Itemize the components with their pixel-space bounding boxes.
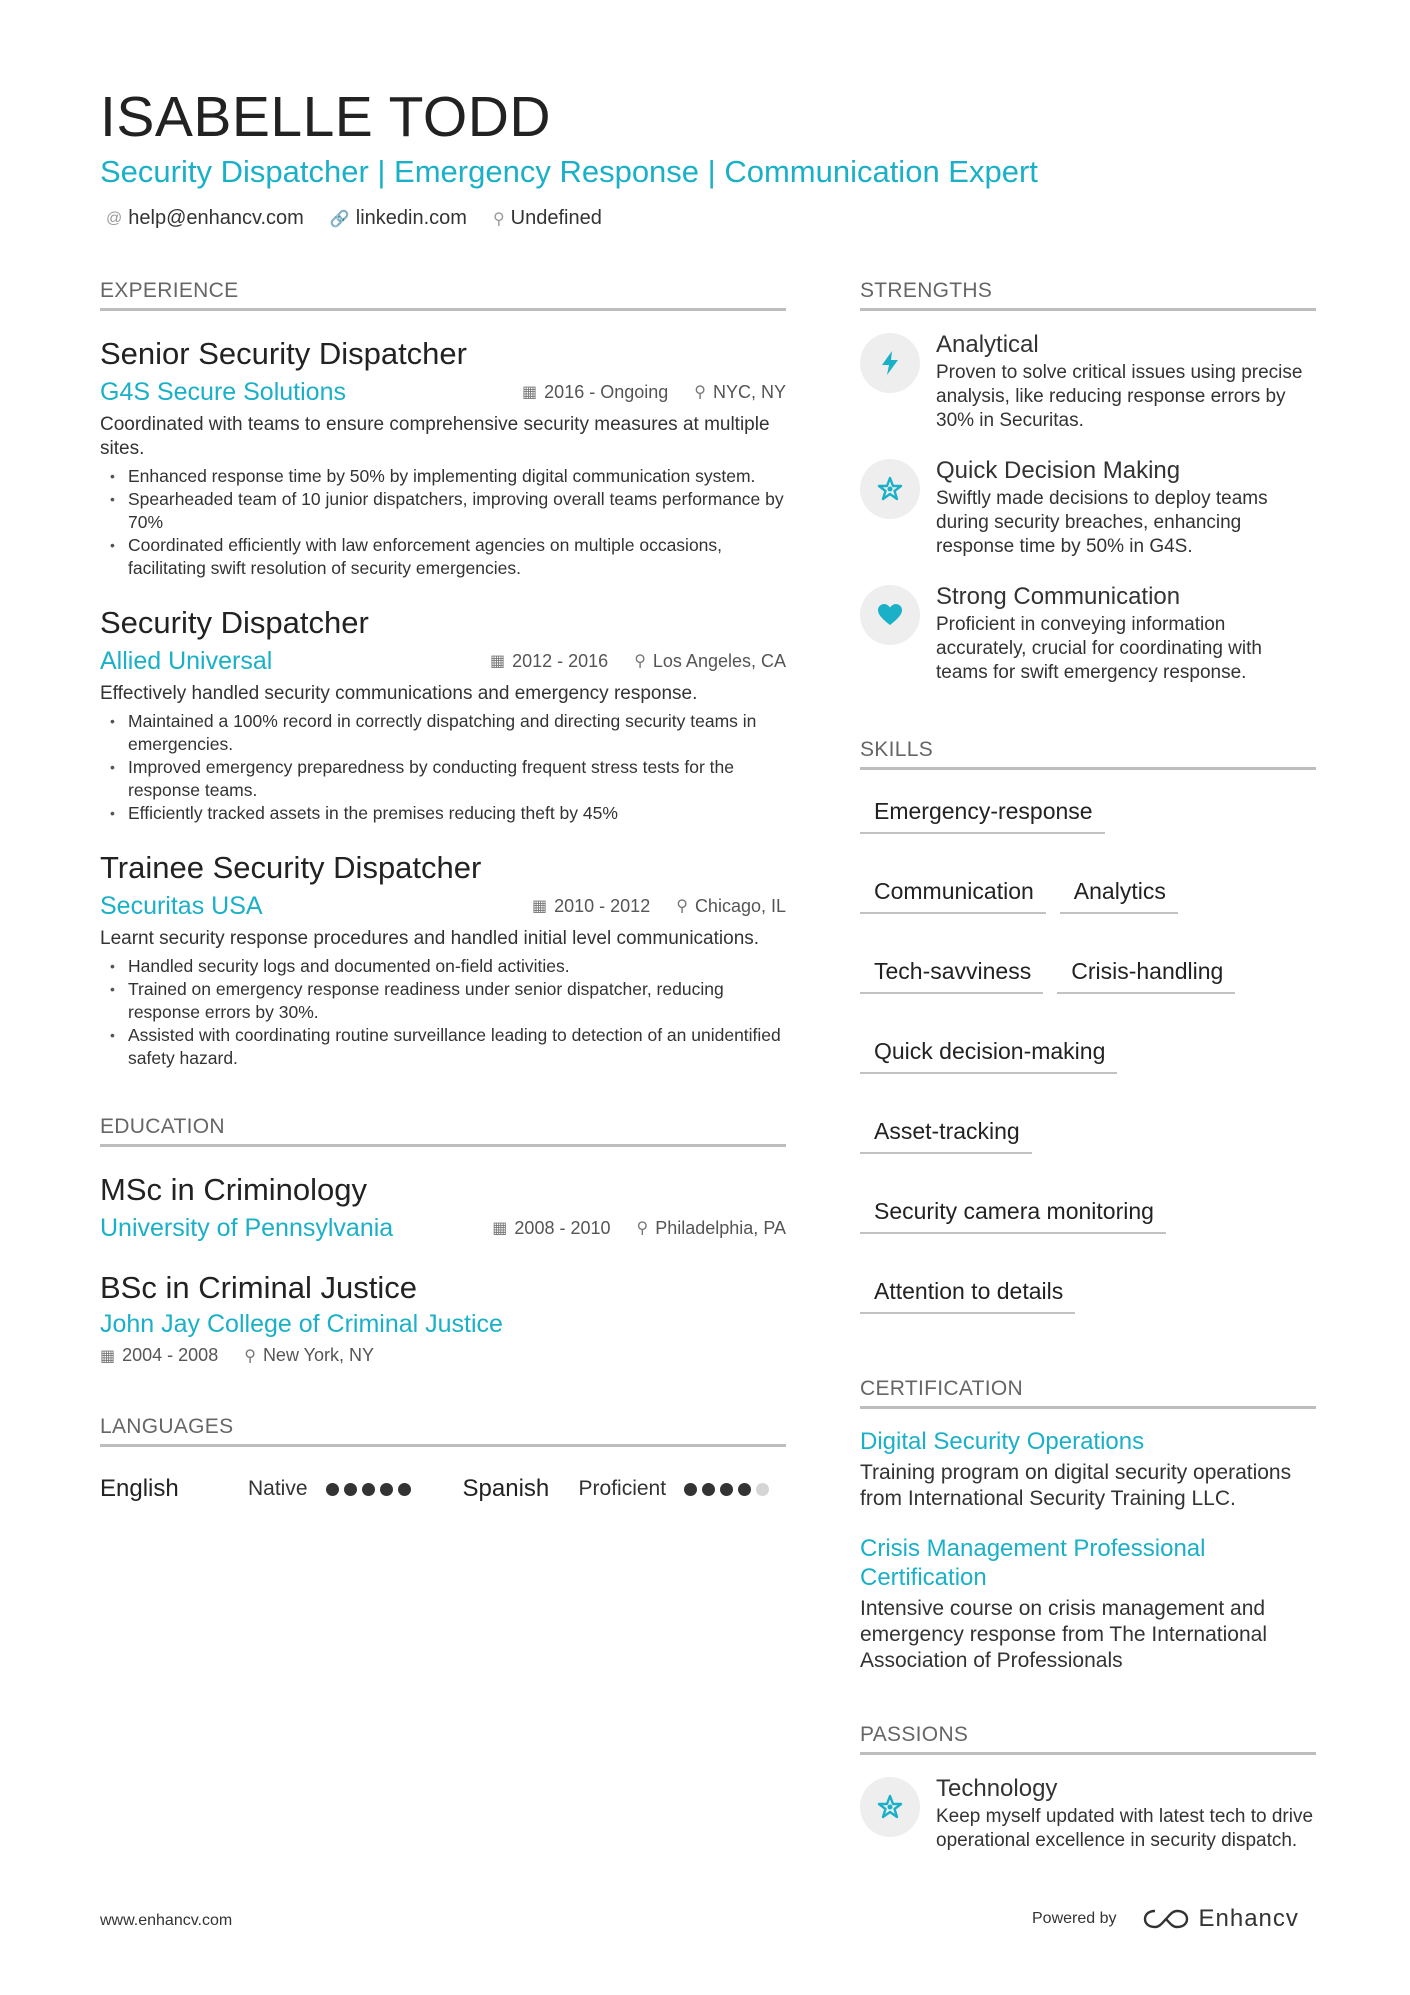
job-bullet: • Efficiently tracked assets in the premises reducing theft by 45% bbox=[100, 802, 786, 825]
job-dates: 2010 - 2012 bbox=[554, 895, 651, 916]
edu-location: New York, NY bbox=[262, 1345, 374, 1365]
job-bullets bbox=[100, 465, 786, 580]
location-icon: ⚲ bbox=[676, 898, 688, 915]
job-bullets bbox=[100, 955, 786, 1070]
job-role: Trainee Security Dispatcher bbox=[100, 850, 482, 885]
job-company: G4S Secure Solutions bbox=[100, 378, 346, 406]
skill-tag: Tech-savviness bbox=[860, 950, 1043, 994]
rating-dot-filled bbox=[684, 1483, 697, 1496]
job-bullet: • Spearheaded team of 10 junior dispatchers, improving overall teams performance by 70% bbox=[100, 488, 786, 534]
location-icon: ⚲ bbox=[492, 210, 505, 228]
job-summary: Learnt security response procedures and handled initial level communications. bbox=[100, 928, 760, 949]
job-bullet: • Handled security logs and documented on-field activities. bbox=[100, 955, 786, 978]
job-bullet: • Assisted with coordinating routine surveillance leading to detection of an unidentified safety hazard. bbox=[100, 1024, 786, 1070]
strength-desc: Proven to solve critical issues using precise analysis, like reducing response errors by 30% in Securitas. bbox=[936, 362, 1303, 431]
strength-item bbox=[860, 455, 1316, 559]
skill-tag: Asset-tracking bbox=[860, 1110, 1032, 1154]
heart-icon bbox=[860, 585, 920, 645]
edu-location: Philadelphia, PA bbox=[655, 1217, 786, 1238]
strength-item bbox=[860, 581, 1316, 685]
job-role: Security Dispatcher bbox=[100, 605, 369, 640]
language-name: Spanish bbox=[462, 1475, 550, 1502]
skill-tag: Communication bbox=[860, 870, 1046, 914]
star-icon bbox=[860, 1777, 920, 1837]
link-icon: 🔗 bbox=[329, 210, 350, 228]
language-rating-dots bbox=[684, 1483, 769, 1496]
location-icon: ⚲ bbox=[694, 384, 706, 401]
languages-row bbox=[100, 1475, 786, 1503]
job-dates: 2016 - Ongoing bbox=[544, 381, 669, 402]
cert-title: Digital Security Operations bbox=[860, 1428, 1145, 1455]
left-column bbox=[100, 278, 786, 1503]
job-location: NYC, NY bbox=[712, 381, 786, 402]
language-name: English bbox=[100, 1475, 179, 1502]
star-icon bbox=[860, 459, 920, 519]
rating-dot-filled bbox=[398, 1483, 411, 1496]
edu-dates: 2008 - 2010 bbox=[514, 1217, 611, 1238]
calendar-icon: ▦ bbox=[532, 898, 548, 915]
strength-title: Quick Decision Making bbox=[936, 457, 1181, 484]
job-bullet: • Enhanced response time by 50% by implementing digital communication system. bbox=[100, 465, 786, 488]
language-level: Proficient bbox=[578, 1477, 667, 1500]
job-bullet: • Trained on emergency response readiness under senior dispatcher, reducing response errors by 30%. bbox=[100, 978, 786, 1024]
strengths-section-title: STRENGTHS bbox=[860, 278, 1316, 311]
footer-branding bbox=[1032, 1905, 1299, 1933]
job-dates: 2012 - 2016 bbox=[512, 650, 609, 671]
calendar-icon: ▦ bbox=[492, 1220, 508, 1237]
rating-dot-filled bbox=[702, 1483, 715, 1496]
cert-desc: Intensive course on crisis management and emergency response from The International Association of Professionals bbox=[860, 1597, 1267, 1672]
bolt-icon bbox=[860, 333, 920, 393]
passions-section-title: PASSIONS bbox=[860, 1722, 1316, 1755]
candidate-name: ISABELLE TODD bbox=[100, 85, 552, 149]
experience-item bbox=[100, 604, 786, 825]
job-summary: Effectively handled security communications and emergency response. bbox=[100, 683, 698, 704]
education-item bbox=[100, 1171, 786, 1245]
contact-location-text: Undefined bbox=[510, 207, 602, 229]
footer-website[interactable]: www.enhancv.com bbox=[100, 1912, 233, 1929]
job-bullets bbox=[100, 710, 786, 825]
at-icon: @ bbox=[106, 209, 123, 227]
languages-section-title: LANGUAGES bbox=[100, 1414, 786, 1447]
language-level: Native bbox=[248, 1477, 308, 1500]
rating-dot-empty bbox=[756, 1483, 769, 1496]
skill-tag: Attention to details bbox=[860, 1270, 1075, 1314]
cert-desc: Training program on digital security operations from International Security Training LLC. bbox=[860, 1461, 1292, 1510]
skill-tag: Analytics bbox=[1060, 870, 1178, 914]
job-location: Chicago, IL bbox=[694, 895, 786, 916]
skills-section-title: SKILLS bbox=[860, 737, 1316, 770]
passion-item bbox=[860, 1773, 1316, 1853]
experience-item bbox=[100, 335, 786, 580]
calendar-icon: ▦ bbox=[100, 1347, 116, 1365]
strength-title: Strong Communication bbox=[936, 583, 1181, 610]
right-column bbox=[860, 278, 1316, 1853]
candidate-headline: Security Dispatcher | Emergency Response | Communication Expert bbox=[100, 154, 1038, 189]
skills-list bbox=[860, 790, 1320, 1314]
job-role: Senior Security Dispatcher bbox=[100, 336, 467, 371]
strength-item bbox=[860, 329, 1316, 433]
experience-section-title: EXPERIENCE bbox=[100, 278, 786, 311]
education-item bbox=[100, 1269, 786, 1366]
skill-tag: Security camera monitoring bbox=[860, 1190, 1166, 1234]
rating-dot-filled bbox=[738, 1483, 751, 1496]
certification-item bbox=[860, 1427, 1316, 1512]
cert-title: Crisis Management Professional Certification bbox=[860, 1535, 1206, 1591]
rating-dot-filled bbox=[344, 1483, 357, 1496]
contact-email[interactable] bbox=[106, 207, 304, 230]
calendar-icon: ▦ bbox=[522, 384, 538, 401]
edu-degree: BSc in Criminal Justice bbox=[100, 1270, 417, 1305]
location-icon: ⚲ bbox=[244, 1347, 256, 1365]
contact-row bbox=[106, 207, 602, 230]
rating-dot-filled bbox=[326, 1483, 339, 1496]
brand-logo[interactable] bbox=[1143, 1905, 1299, 1933]
contact-linkedin-text: linkedin.com bbox=[355, 207, 467, 229]
contact-linkedin[interactable] bbox=[330, 207, 467, 230]
contact-location bbox=[493, 207, 602, 230]
edu-degree: MSc in Criminology bbox=[100, 1172, 368, 1207]
rating-dot-filled bbox=[720, 1483, 733, 1496]
passion-desc: Keep myself updated with latest tech to drive operational excellence in security dispatch. bbox=[936, 1806, 1314, 1851]
skill-tag: Quick decision-making bbox=[860, 1030, 1117, 1074]
rating-dot-filled bbox=[362, 1483, 375, 1496]
skill-tag: Crisis-handling bbox=[1057, 950, 1235, 994]
education-section-title: EDUCATION bbox=[100, 1114, 786, 1147]
edu-school: University of Pennsylvania bbox=[100, 1214, 394, 1242]
location-icon: ⚲ bbox=[636, 1220, 649, 1237]
edu-school: John Jay College of Criminal Justice bbox=[100, 1310, 503, 1338]
contact-email-text: help@enhancv.com bbox=[128, 207, 304, 229]
certification-item bbox=[860, 1534, 1316, 1674]
language-rating-dots bbox=[326, 1483, 411, 1496]
enhancv-logo-icon bbox=[1143, 1908, 1189, 1930]
passion-title: Technology bbox=[936, 1775, 1058, 1802]
calendar-icon: ▦ bbox=[489, 653, 506, 670]
experience-item bbox=[100, 849, 786, 1070]
job-company: Securitas USA bbox=[100, 892, 263, 920]
job-location: Los Angeles, CA bbox=[652, 650, 786, 671]
edu-dates: 2004 - 2008 bbox=[122, 1345, 219, 1365]
strength-desc: Proficient in conveying information accurately, crucial for coordinating with teams for swift emergency response. bbox=[936, 614, 1262, 683]
skill-tag: Emergency-response bbox=[860, 790, 1105, 834]
job-company: Allied Universal bbox=[100, 647, 273, 675]
job-bullet: • Coordinated efficiently with law enforcement agencies on multiple occasions, facilitating swift resolution of security emergencies. bbox=[100, 534, 786, 580]
strength-title: Analytical bbox=[936, 331, 1039, 358]
strength-desc: Swiftly made decisions to deploy teams during security breaches, enhancing response time by 50% in G4S. bbox=[936, 488, 1268, 557]
job-bullet: • Maintained a 100% record in correctly dispatching and directing security teams in emergencies. bbox=[100, 710, 786, 756]
job-summary: Coordinated with teams to ensure comprehensive security measures at multiple sites. bbox=[100, 414, 770, 459]
powered-by-text: Powered by bbox=[1032, 1910, 1117, 1927]
rating-dot-filled bbox=[380, 1483, 393, 1496]
brand-name: Enhancv bbox=[1198, 1905, 1299, 1932]
job-bullet: • Improved emergency preparedness by conducting frequent stress tests for the response teams. bbox=[100, 756, 786, 802]
certification-section-title: CERTIFICATION bbox=[860, 1376, 1316, 1409]
location-icon: ⚲ bbox=[634, 653, 646, 670]
